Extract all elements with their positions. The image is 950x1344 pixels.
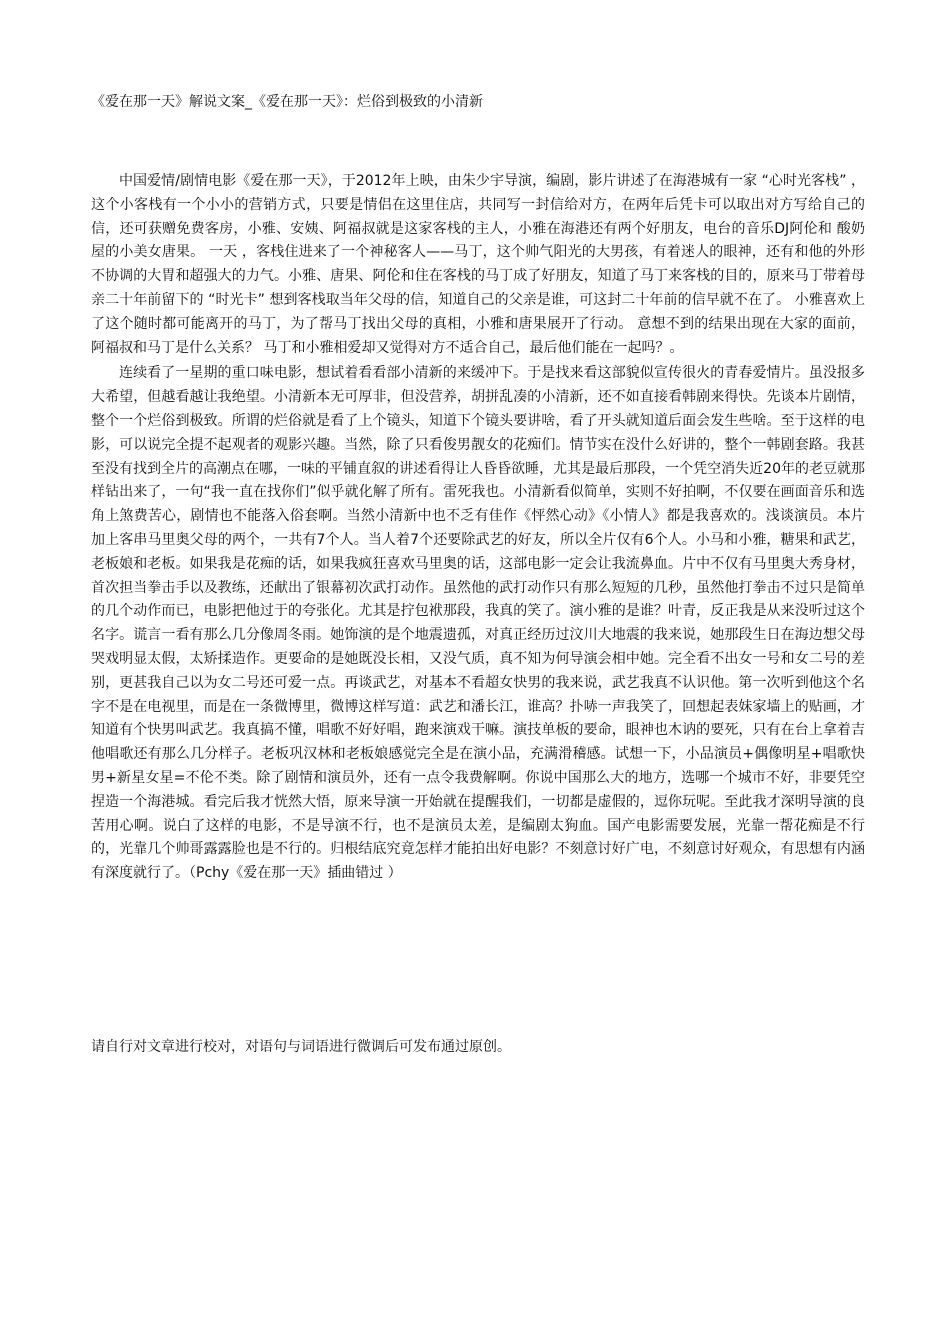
paragraph-review: 连续看了一星期的重口味电影，想试着看看部小清新的来缓冲下。于是找来看这部貌似宣传很火的青春爱情片。虽没报多大希望，但越看越让我绝望。小清新本无可厚非，但没营养，胡拼乱凑的小清新，还不如直接看韩剧来得快。先谈本片剧情，整个一个烂俗到极致。所谓的烂俗就是看了上个镜头，知道下个镜头要讲啥，看了开头就知道后面会发生些啥。至于这样的电影，可以说完全提不起观者的观影兴趣。当然，除了只看俊男靓女的花痴们。情节实在没什么好讲的，整个一韩剧套路。我甚至没有找到全片的高潮点在哪，一味的平铺直叙的讲述看得让人昏昏欲睡，尤其是最后那段，一个凭空消失近20年的老豆就那样钻出来了，一句“我一直在找你们”似乎就化解了所有。雷死我也。小清新看似简单，实则不好拍啊，不仅要在画面音乐和选角上煞费苦心，剧情也不能落入俗套啊。当然小清新中也不乏有佳作《怦然心动》《小情人》都是我喜欢的。浅谈演员。本片加上客串马里奥父母的两个，一共有7个人。当人着7个还要除武艺的好友，所以全片仅有6个人。小马和小雅，糖果和武艺，老板娘和老板。如果我是花痴的话，如果我疯狂喜欢马里奥的话，这部电影一定会让我流鼻血。片中不仅有马里奥大秀身材，首次担当拳击手以及教练，还献出了银幕初次武打动作。虽然他的武打动作只有那么短短的几秒，虽然他打拳击不过只是简单的几个动作而已，电影把他过于的夸张化。尤其是拧包袱那段，我真的笑了。演小雅的是谁？叶青，反正我是从来没听过这个名字。谎言一看有那么几分像周冬雨。她饰演的是个地震遗孤，对真正经历过汶川大地震的我来说，她那段生日在海边想父母哭戏明显太假，太矫揉造作。更要命的是她既没长相，又没气质，真不知为何导演会相中她。完全看不出女一号和女二号的差别，更甚我自己以为女二号还可爱一点。再谈武艺，对基本不看超女快男的我来说，武艺我真不认识他。第一次听到他这个名字不是在电视里，而是在一条微博里，微博这样写道：武艺和潘长江，谁高？扑哧一声我笑了，回想起表妹家墙上的贴画，才知道有个快男叫武艺。我真搞不懂，唱歌不好好唱，跑来演戏干嘛。演技单板的要命，眼神也木讷的要死，只有在台上拿着吉他唱歌还有那么几分样子。老板巩汉林和老板娘感觉完全是在演小品，充满滑稽感。试想一下，小品演员+偶像明星+唱歌快男+新星女星=不伦不类。除了剧情和演员外，还有一点令我费解啊。你说中国那么大的地方，选哪一个城市不好，非要凭空捏造一个海港城。看完后我才恍然大悟，原来导演一开始就在提醒我们，一切都是虚假的，逗你玩呢。至此我才深明导演的良苦用心啊。说白了这样的电影，不是导演不行，也不是演员太差，是编剧太狗血。国产电影需要发展，光靠一帮花痴是不行的，光靠几个帅哥露露脸也是不行的。归根结底究竟怎样才能拍出好电影？不刻意讨好广电，不刻意讨好观众，有思想有内涵有深度就行了。（Pchy《爱在那一天》插曲错过 ） [91,365,865,882]
document-body [91,170,865,888]
document-footer-note: 请自行对文章进行校对，对语句与词语进行微调后可发布通过原创。 [91,1039,511,1055]
paragraph-synopsis: 中国爱情/剧情电影《爱在那一天》，于2012年上映，由朱少宇导演，编剧，影片讲述了在海港城有一家 “心时光客栈” ，这个小客栈有一个小小的营销方式，只要是情侣在这里住店，共同写一封信给对方，在两年后凭卡可以取出对方写给自己的信，还可获赠免费客房，小雅、安姨、阿福叔就是这家客栈的主人，小雅在海港还有两个好朋友，电台的音乐DJ阿伦和 酸奶屋的小美女唐果。 一天 ，客栈住进来了一个神秘客人——马丁，这个帅气阳光的大男孩，有着迷人的眼神，还有和他的外形不协调的大胃和超强大的力气。小雅、唐果、阿伦和住在客栈的马丁成了好朋友，知道了马丁来客栈的目的，原来马丁带着母亲二十年前留下的 “时光卡” 想到客栈取当年父母的信，知道自己的父亲是谁，可这封二十年前的信早就不在了。 小雅喜欢上了这个随时都可能离开的马丁，为了帮马丁找出父母的真相，小雅和唐果展开了行动。 意想不到的结果出现在大家的面前，阿福叔和马丁是什么关系？ 马丁和小雅相爱却又觉得对方不适合自己，最后他们能在一起吗？。 [91,173,865,356]
document-title: 《爱在那一天》解说文案_《爱在那一天》：烂俗到极致的小清新 [91,94,483,110]
